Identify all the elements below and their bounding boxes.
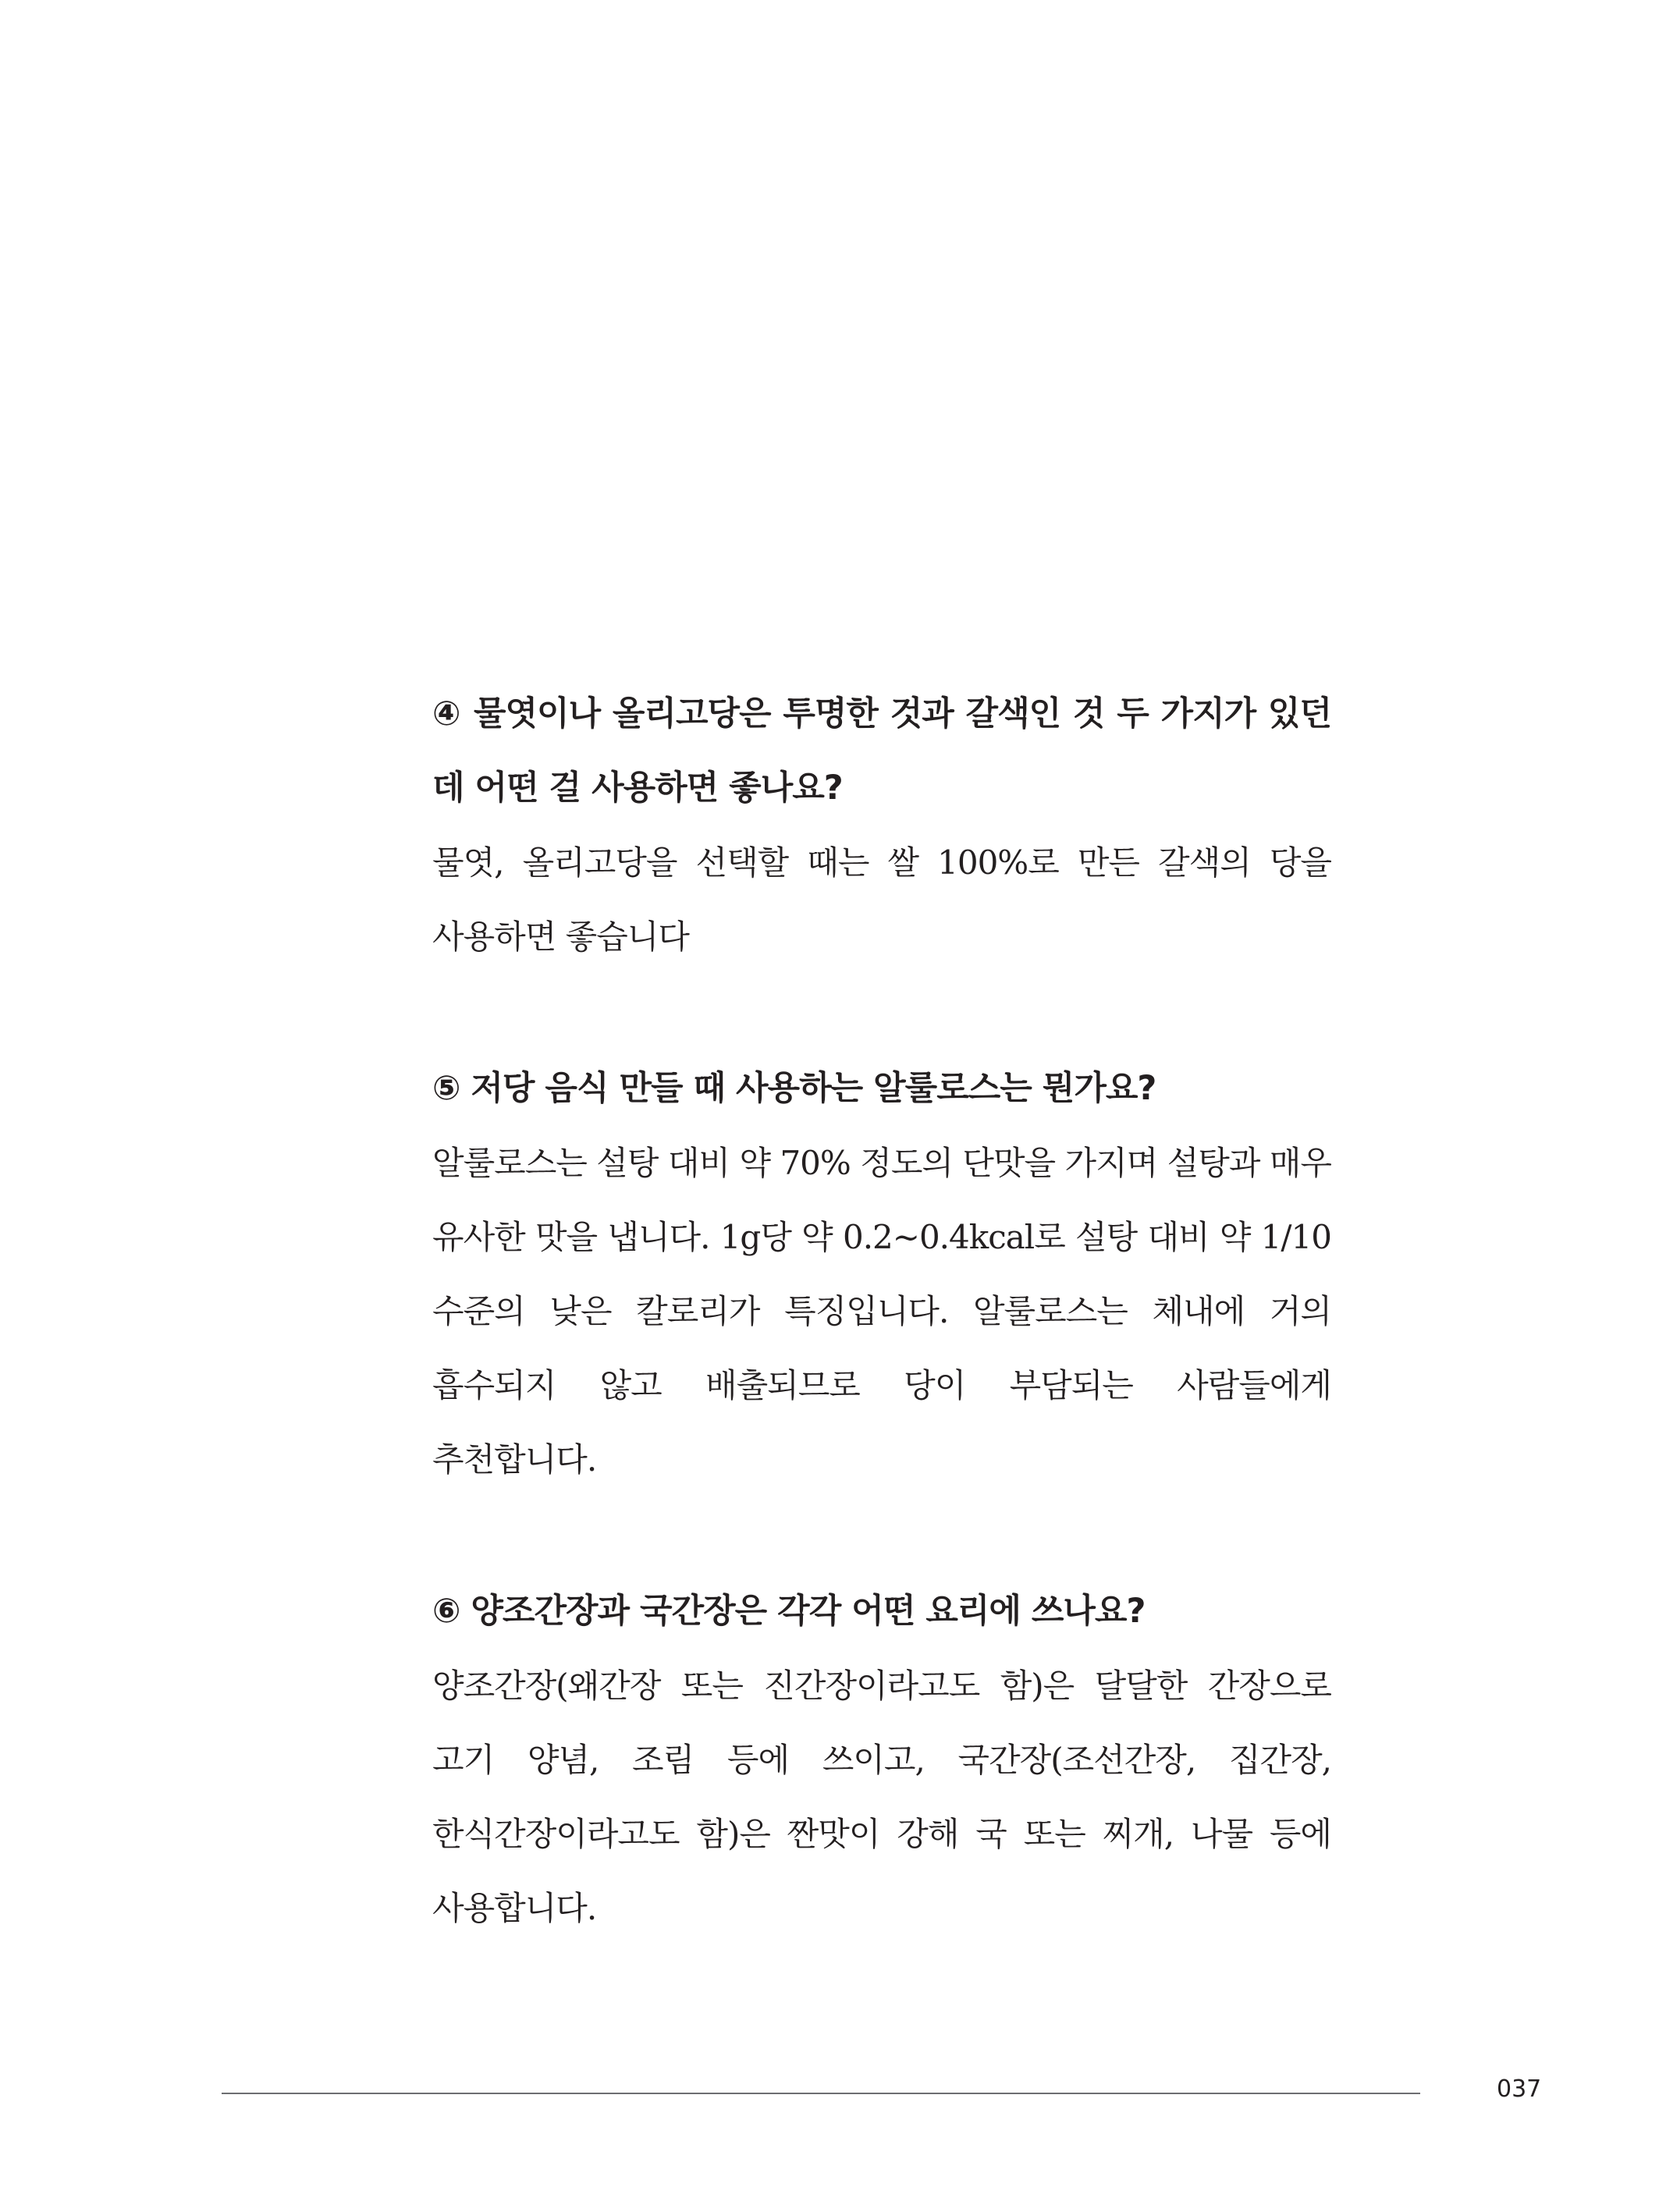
question-heading: ④ 물엿이나 올리고당은 투명한 것과 갈색인 것 두 가지가 있던데 어떤 걸 사용하면 좋나요? — [432, 694, 1331, 808]
footer-divider — [222, 2093, 1420, 2094]
answer-paragraph: 양조간장(왜간장 또는 진간장이라고도 함)은 달달한 간장으로 고기 양념, 조림 등에 쓰이고, 국간장(조선간장, 집간장, 한식간장이라고도 함)은 짠맛이 강해 국 또는 찌개, 나물 등에 사용합니다. — [432, 1667, 1331, 1927]
answer-paragraph: 알룰로스는 설탕 대비 약 70% 정도의 단맛을 가지며 설탕과 매우 유사한 맛을 냅니다. 1g당 약 0.2~0.4kcal로 설탕 대비 약 1/10 수준의 낮은 칼로리가 특징입니다. 알룰로스는 체내에 거의 흡수되지 않고 배출되므로 당이 부담되는 사람들에게 추천합니다. — [432, 1144, 1331, 1479]
page-content — [432, 677, 1331, 2023]
question-heading: ⑥ 양조간장과 국간장은 각각 어떤 요리에 쓰나요? — [432, 1592, 1146, 1631]
question-heading: ⑤ 저당 음식 만들 때 사용하는 알룰로스는 뭔가요? — [432, 1069, 1156, 1108]
qa-item-4 — [432, 677, 1331, 974]
qa-item-5 — [432, 1052, 1331, 1497]
page-number: 037 — [1497, 2075, 1542, 2103]
answer-paragraph: 물엿, 올리고당을 선택할 때는 쌀 100%로 만든 갈색의 당을 사용하면 좋습니다 — [432, 843, 1331, 956]
qa-item-6 — [432, 1575, 1331, 1945]
